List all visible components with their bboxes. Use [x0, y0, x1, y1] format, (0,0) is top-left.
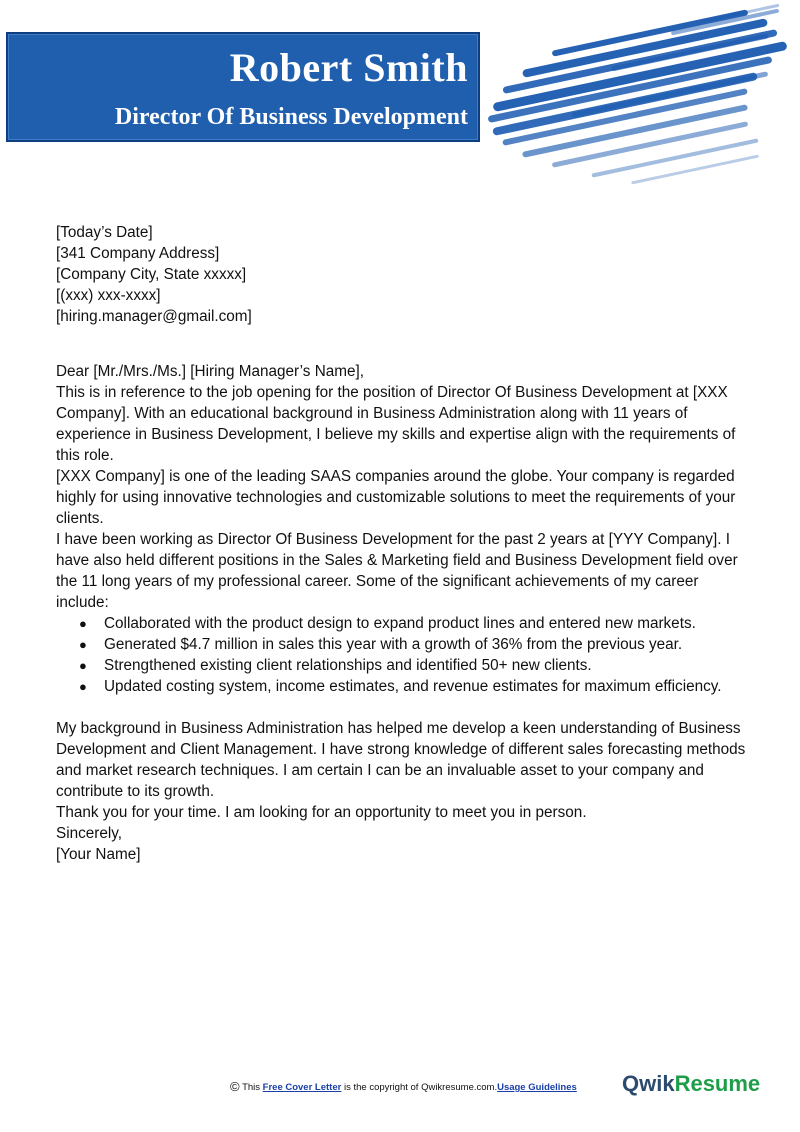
decorative-streaks [460, 0, 800, 190]
paragraph-background: My background in Business Administration has helped me develop a keen understanding of Business Development and Client Management. I have strong knowledge of different sales forecasting methods and market research techniques. I am certain I can be an invaluable asset to your company and contribute to its growth. [56, 720, 746, 800]
bullet-icon: ● [79, 637, 87, 652]
decorative-streak [591, 138, 758, 177]
achievement-text: Strengthened existing client relationships and identified 50+ new clients. [104, 657, 592, 674]
paragraph-thanks: Thank you for your time. I am looking for an opportunity to meet you in person. [56, 804, 587, 821]
paragraph-experience: I have been working as Director Of Business Development for the past 2 years at [YYY Company]. I have also held different positions in the Sales & Marketing field and Business Development field over the 11 long years of my professional career. Some of the significant achievements of my career include: [56, 531, 738, 611]
footer-copyright [230, 1079, 577, 1094]
candidate-title: Director Of Business Development [114, 104, 468, 130]
achievement-text: Updated costing system, income estimates, and revenue estimates for maximum efficiency. [104, 678, 722, 695]
decorative-streak [631, 155, 759, 185]
bullet-icon: ● [79, 616, 87, 631]
address-line: [341 Company Address] [56, 245, 220, 262]
greeting: Dear [Mr./Mrs./Ms.] [Hiring Manager’s Name], [56, 363, 364, 380]
bullet-icon: ● [79, 679, 87, 694]
candidate-name: Robert Smith [229, 45, 468, 90]
copyright-icon: © [230, 1079, 240, 1094]
paragraph-intro: This is in reference to the job opening for the position of Director Of Business Development at [XXX Company]. With an educational background in Business Administration along with 11 years of experience in Business Development, I believe my skills and expertise align with the requirements of this role. [56, 384, 736, 464]
achievement-text: Collaborated with the product design to expand product lines and entered new markets. [104, 615, 696, 632]
footer-text: is the copyright of Qwikresume.com. [343, 1082, 498, 1093]
achievements-list [56, 613, 746, 697]
closing: Sincerely, [56, 825, 123, 842]
paragraph-company: [XXX Company] is one of the leading SAAS companies around the globe. Your company is regarded highly for using innovative technologies and customizable solutions to meet the requirements of your clients. [56, 468, 736, 527]
address-line: [hiring.manager@gmail.com] [56, 308, 252, 325]
list-item [79, 655, 746, 676]
signature: [Your Name] [56, 846, 141, 863]
footer-text: This [242, 1082, 261, 1093]
letter-date: [Today’s Date] [56, 224, 153, 241]
usage-guidelines-link[interactable]: Usage Guidelines [497, 1082, 577, 1093]
letter-body [56, 222, 746, 865]
logo-part-qwik: Qwik [622, 1071, 675, 1096]
achievement-text: Generated $4.7 million in sales this year with a growth of 36% from the previous year. [104, 636, 683, 653]
header-banner [6, 32, 480, 142]
logo-part-resume: Resume [674, 1071, 761, 1096]
recipient-address [56, 243, 746, 327]
address-line: [(xxx) xxx-xxxx] [56, 287, 161, 304]
list-item [79, 634, 746, 655]
qwikresume-logo[interactable] [622, 1071, 760, 1097]
free-cover-letter-link[interactable]: Free Cover Letter [262, 1082, 342, 1093]
list-item [79, 676, 746, 697]
bullet-icon: ● [79, 658, 87, 673]
address-line: [Company City, State xxxxx] [56, 266, 247, 283]
list-item [79, 613, 746, 634]
